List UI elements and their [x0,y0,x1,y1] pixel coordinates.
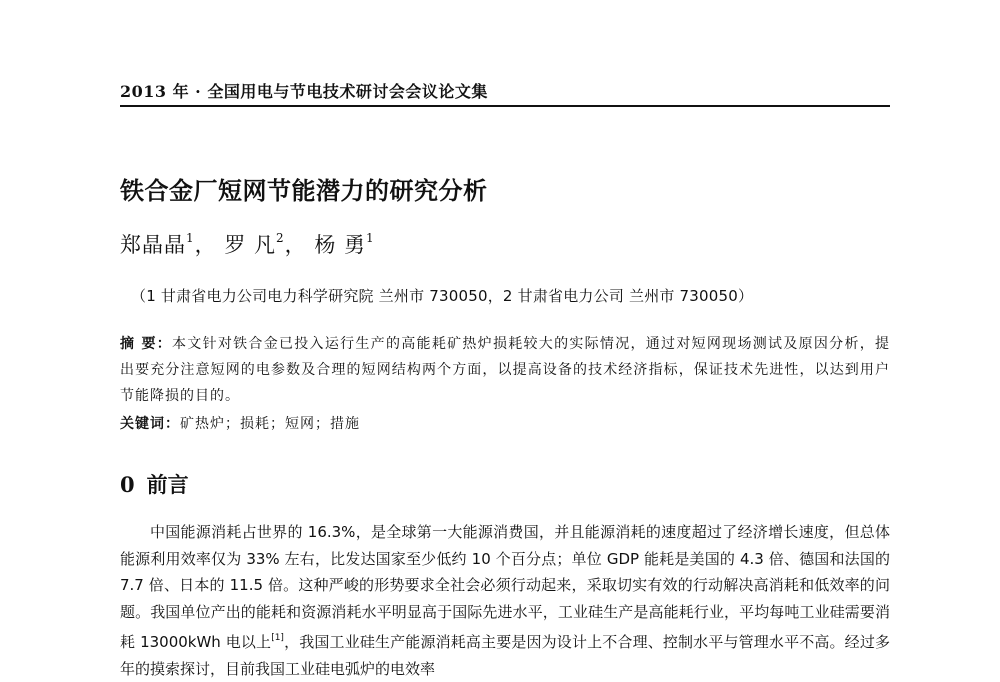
paragraph-text: 中国能源消耗占世界的 16.3%，是全球第一大能源消费国，并且能源消耗的速度超过了经济增长速度，但总体能源利用效率仅为 33% 左右，比发达国家至少低约 10 个百分点；单位 GDP 能耗是美国的 4.3 倍、德国和法国的 7.7 倍、日本的 11.5 倍。这种严峻的形势要求全社会必须行动起来，采取切实有效的行动解决高消耗和低效率的问题。我国单位产出的能耗和资源消耗水平明显高于国际先进水平，工业硅生产是高能耗行业，平均每吨工业硅需要消耗 13000kWh 电以上 [120,523,890,651]
keywords-label: 关键词： [120,416,180,432]
author-name: 杨 勇 [314,233,367,257]
body-text [120,519,890,682]
abstract [120,331,890,409]
author-affil-mark: 1 [186,231,195,245]
author-list [120,229,375,259]
header-rule [120,105,890,107]
paragraph-text-cont: ，我国工业硅生产能源消耗高主要是因为设计上不合理、控制水平与管理水平不高。经过多年的摸索探讨，目前我国工业硅电弧炉的电效率 [120,633,890,678]
running-header: 2013 年 · 全国用电与节电技术研讨会会议论文集 [120,82,488,101]
section-title: 前言 [146,472,189,497]
affiliation: （1 甘肃省电力公司电力科学研究院 兰州市 730050，2 甘肃省电力公司 兰州市 730050） [131,287,754,305]
section-heading [120,469,189,499]
abstract-text: 本文针对铁合金已投入运行生产的高能耗矿热炉损耗较大的实际情况，通过对短网现场测试及原因分析，提出要充分注意短网的电参数及合理的短网结构两个方面，以提高设备的技术经济指标，保证技术先进性，以达到用户节能降损的目的。 [120,336,891,404]
paper-title: 铁合金厂短网节能潜力的研究分析 [120,176,488,205]
keywords-text: 矿热炉；损耗；短网；措施 [180,416,360,432]
citation-ref: [1] [271,633,284,643]
author-affil-mark: 2 [276,231,285,245]
keywords [120,413,360,433]
author-name: 郑晶晶 [120,233,186,257]
section-number: 0 [120,472,135,497]
author-name: 罗 凡 [224,233,277,257]
author-affil-mark: 1 [366,231,375,245]
paragraph [120,519,890,682]
author-separator: ， [194,233,217,257]
author-separator: ， [284,233,307,257]
abstract-label: 摘 要： [120,336,173,352]
